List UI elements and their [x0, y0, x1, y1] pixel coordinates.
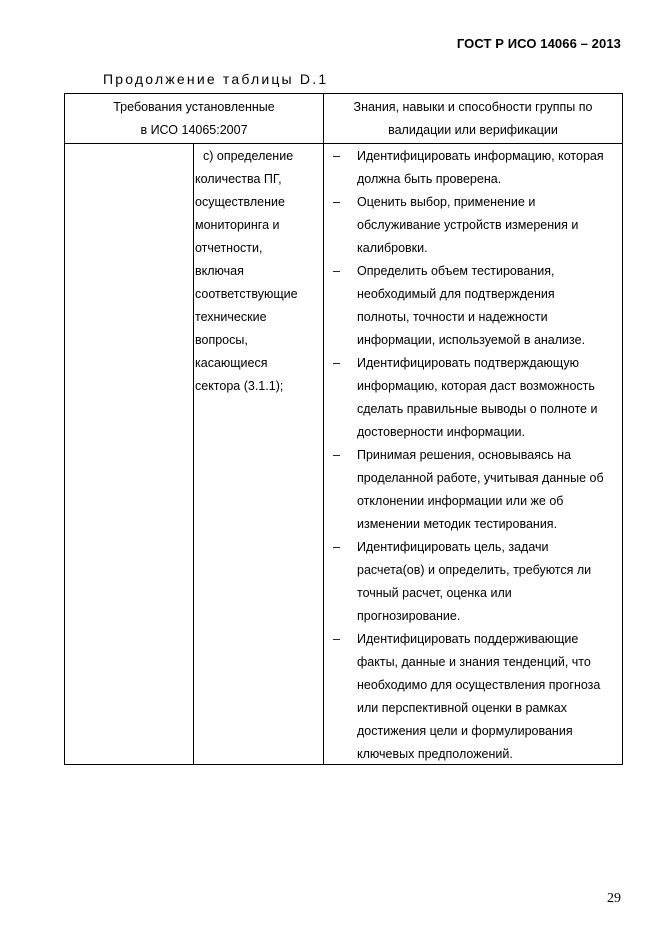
requirement-line: с) определение — [203, 149, 294, 163]
header-divider — [65, 143, 622, 144]
standard-header: ГОСТ Р ИСО 14066 – 2013 — [456, 36, 621, 51]
list-item: – Оценить выбор, применение и обслуживание устройств измерения и калибровки. — [333, 191, 623, 260]
table-continuation-caption: Продолжение таблицы D.1 — [103, 71, 329, 87]
requirement-line: сектора (3.1.1); — [195, 379, 284, 393]
requirement-line: мониторинга и — [195, 218, 280, 232]
bullet-dash: – — [333, 540, 340, 554]
header-requirements — [65, 94, 323, 143]
requirement-line: включая — [195, 264, 244, 278]
column-divider — [323, 94, 324, 764]
knowledge-list — [333, 145, 623, 766]
requirement-line: соответствующие — [195, 287, 298, 301]
requirement-line: осуществление — [195, 195, 285, 209]
requirement-line: технические — [195, 310, 267, 324]
list-item: – Идентифицировать поддерживающие факты, данные и знания тенденций, что необходимо для осуществления прогноза или перспективной оценки в рамках достижения цели и формулирования ключевых предположений. — [333, 628, 623, 766]
bullet-dash: – — [333, 149, 340, 163]
requirement-line: отчетности, — [195, 241, 263, 255]
header-knowledge — [324, 94, 622, 143]
requirements-table — [64, 93, 623, 765]
list-item: – Идентифицировать информацию, которая должна быть проверена. — [333, 145, 623, 191]
requirement-line: вопросы, — [195, 333, 248, 347]
bullet-dash: – — [333, 448, 340, 462]
bullet-dash: – — [333, 632, 340, 646]
bullet-dash: – — [333, 195, 340, 209]
header-knowledge-line: Знания, навыки и способности группы по — [353, 99, 593, 114]
header-knowledge-line: валидации или верификации — [388, 122, 558, 137]
page-number: 29 — [607, 891, 621, 906]
list-item: – Принимая решения, основываясь на проделанной работе, учитывая данные об отклонении информации или же об изменении методик тестирования. — [333, 444, 623, 536]
list-item: – Определить объем тестирования, необходимый для подтверждения полноты, точности и надежности информации, используемой в анализе. — [333, 260, 623, 352]
header-requirements-line: в ИСО 14065:2007 — [140, 122, 248, 137]
requirement-line: количества ПГ, — [195, 172, 282, 186]
list-item: – Идентифицировать подтверждающую информацию, которая даст возможность сделать правильные выводы о полноте и достоверности информации. — [333, 352, 623, 444]
bullet-dash: – — [333, 264, 340, 278]
bullet-dash: – — [333, 356, 340, 370]
header-requirements-line: Требования установленные — [113, 99, 275, 114]
requirement-cell — [195, 145, 321, 398]
sub-column-divider — [193, 143, 194, 764]
requirement-line: касающиеся — [195, 356, 268, 370]
list-item: – Идентифицировать цель, задачи расчета(ов) и определить, требуются ли точный расчет, оценка или прогнозирование. — [333, 536, 623, 628]
